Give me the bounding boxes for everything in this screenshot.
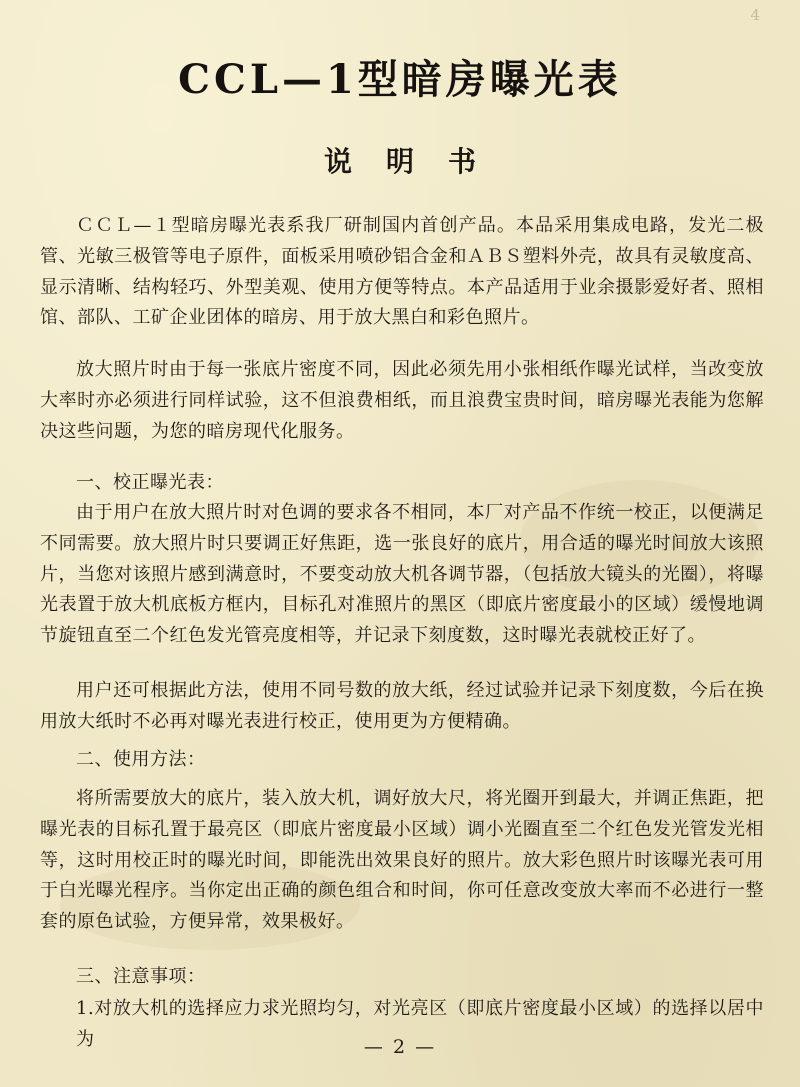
notes-paragraph-1: 1.对放大机的选择应力求光照均匀，对光亮区（即底片密度最小区域）的选择以居中为 — [76, 998, 764, 1050]
calibrate-paragraph-1: 由于用户在放大照片时对色调的要求各不相同，本厂对产品不作统一校正，以便满足不同需要。放大照片时只要调正好焦距，选一张良好的底片，用合适的曝光时间放大该照片，当您对该照片感到满意时，不要变动放大机各调节器，（包括放大镜头的光圈），将曝光表置于放大机底板方框内，目标孔对准照片的黑区（即底片密度最小的区域）缓慢地调节旋钮直至二个红色发光管亮度相等，并记录下刻度数，这时曝光表就校正好了。 — [40, 502, 764, 647]
document-title: CCL—1型暗房曝光表 — [178, 56, 622, 103]
calibrate-paragraph-2: 用户还可根据此方法，使用不同号数的放大纸，经过试验并记录下刻度数，今后在换用放大纸时不必再对曝光表进行校正，使用更为方便精确。 — [40, 680, 764, 732]
document-subtitle: 说明书 — [323, 145, 510, 178]
intro-paragraph-1: ＣＣＬ—１型暗房曝光表系我厂研制国内首创产品。本品采用集成电路，发光二极管、光敏三极管等电子原件，面板采用喷砂铝合金和ＡＢＳ塑料外壳，故具有灵敏度高、显示清晰、结构轻巧、外型美观、使用方便等特点。本产品适用于业余摄影爱好者、照相馆、部队、工矿企业团体的暗房、用于放大黑白和彩色照片。 — [40, 215, 764, 329]
section-heading-usage: 二、使用方法： — [76, 749, 206, 770]
usage-paragraph-1: 将所需要放大的底片，装入放大机，调好放大尺，将光圈开到最大，并调正焦距，把曝光表的目标孔置于最亮区（即底片密度最小区域）调小光圈直至二个红色发光管发光相等，这时用校正时的曝光时间，即能洗出效果良好的照片。放大彩色照片时该曝光表可用于白光曝光程序。当你定出正确的颜色组合和时间，你可任意改变放大率而不必进行一整套的原色试验，方便异常，效果极好。 — [40, 788, 764, 933]
page-number: — 2 — — [363, 1036, 437, 1058]
corner-mark: 4 — [750, 6, 760, 24]
section-heading-calibrate: 一、校正曝光表： — [76, 472, 224, 493]
intro-paragraph-2: 放大照片时由于每一张底片密度不同，因此必须先用小张相纸作曝光试样，当改变放大率时亦必须进行同样试验，这不但浪费相纸，而且浪费宝贵时间，暗房曝光表能为您解决这些问题，为您的暗房现代化服务。 — [40, 359, 764, 442]
section-heading-notes: 三、注意事项： — [76, 966, 206, 987]
